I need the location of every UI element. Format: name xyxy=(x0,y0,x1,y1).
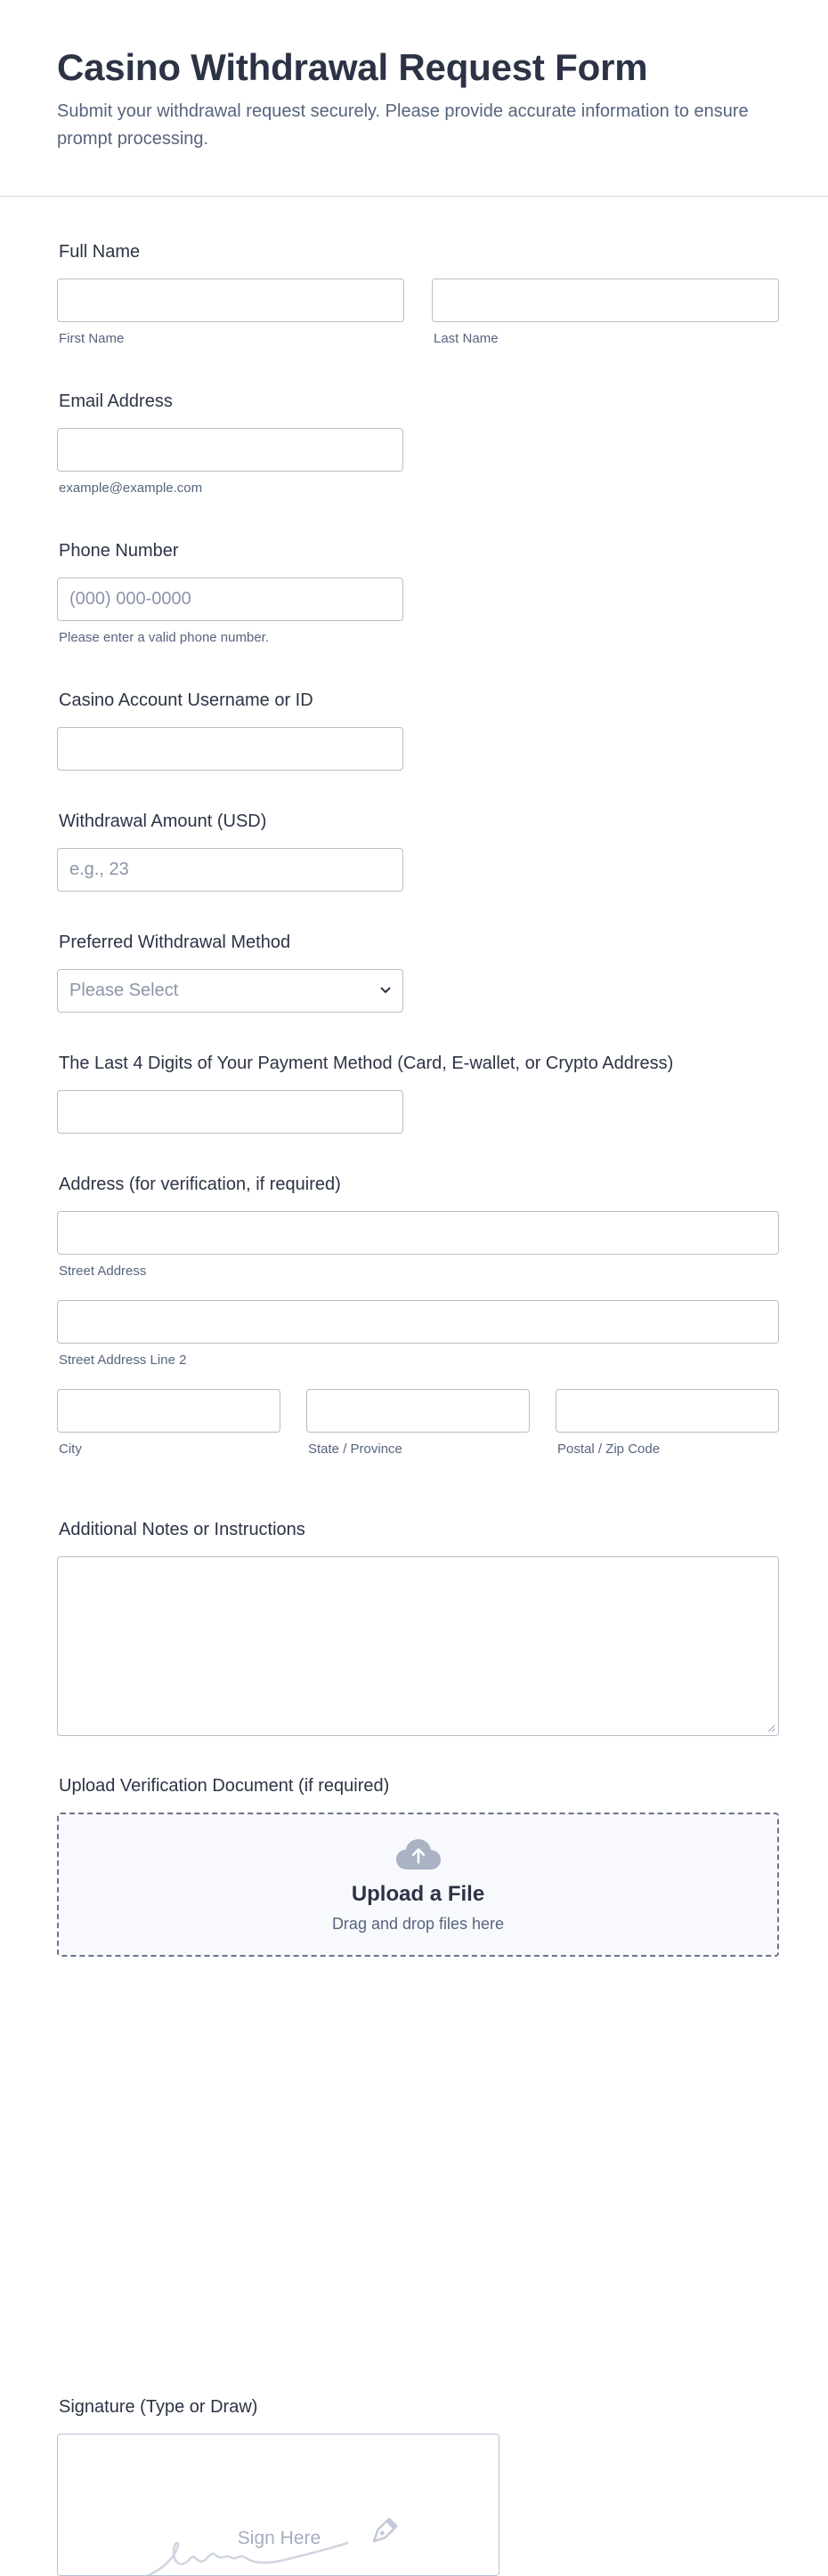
phone-label: Phone Number xyxy=(59,541,179,561)
form-header xyxy=(0,0,828,197)
resize-grip-icon[interactable] xyxy=(767,1724,775,1732)
upload-field xyxy=(57,1775,779,1957)
form-title: Casino Withdrawal Request Form xyxy=(57,46,648,88)
account-label: Casino Account Username or ID xyxy=(59,690,313,710)
phone-field xyxy=(57,540,403,646)
method-field xyxy=(57,932,403,1013)
full-name-label: Full Name xyxy=(59,242,141,262)
upload-dropzone[interactable] xyxy=(57,1813,779,1957)
signature-placeholder: Sign Here xyxy=(237,2528,321,2548)
amount-input[interactable] xyxy=(57,848,403,892)
phone-input[interactable] xyxy=(57,577,403,621)
address-label: Address (for verification, if required) xyxy=(59,1175,341,1194)
notes-label: Additional Notes or Instructions xyxy=(59,1520,305,1539)
last-name-sublabel: Last Name xyxy=(434,331,499,346)
account-field xyxy=(57,690,403,771)
street-address-sublabel: Street Address xyxy=(59,1264,147,1279)
last4-label: The Last 4 Digits of Your Payment Method (Card, E-wallet, or Crypto Address) xyxy=(59,1054,674,1073)
street-address-line2-input[interactable] xyxy=(57,1300,779,1344)
state-input[interactable] xyxy=(306,1389,530,1433)
upload-title: Upload a File xyxy=(351,1882,485,1906)
first-name-sublabel: First Name xyxy=(59,331,125,346)
upload-subtitle: Drag and drop files here xyxy=(331,1915,505,1933)
email-input[interactable] xyxy=(57,428,403,472)
pen-nib-icon xyxy=(365,2515,401,2550)
signature-pad[interactable] xyxy=(57,2434,499,2576)
email-sublabel: example@example.com xyxy=(59,480,203,496)
notes-textarea[interactable] xyxy=(57,1556,779,1736)
amount-label: Withdrawal Amount (USD) xyxy=(59,812,267,831)
first-name-input[interactable] xyxy=(57,279,404,322)
account-input[interactable] xyxy=(57,727,403,771)
street-address-line2-sublabel: Street Address Line 2 xyxy=(59,1353,187,1368)
state-sublabel: State / Province xyxy=(308,1441,402,1457)
withdrawal-method-value: Please Select xyxy=(69,981,179,1000)
last-name-input[interactable] xyxy=(432,279,779,322)
zip-input[interactable] xyxy=(556,1389,779,1433)
method-label: Preferred Withdrawal Method xyxy=(59,933,291,952)
last4-field xyxy=(57,1053,673,1134)
address-field xyxy=(57,1174,779,1458)
signature-field xyxy=(57,2396,499,2576)
signature-label: Signature (Type or Draw) xyxy=(59,2397,258,2417)
zip-sublabel: Postal / Zip Code xyxy=(557,1441,661,1457)
phone-sublabel: Please enter a valid phone number. xyxy=(59,630,269,645)
upload-label: Upload Verification Document (if required) xyxy=(59,1776,390,1796)
city-input[interactable] xyxy=(57,1389,280,1433)
street-address-input[interactable] xyxy=(57,1211,779,1255)
notes-field xyxy=(57,1519,779,1736)
email-field xyxy=(57,391,403,497)
form-subtitle: Submit your withdrawal request securely. Please provide accurate information to ensure prompt processing. xyxy=(57,101,749,149)
cloud-upload-icon xyxy=(395,1837,442,1871)
amount-field xyxy=(57,811,403,892)
full-name-field xyxy=(57,241,779,347)
withdrawal-method-select[interactable] xyxy=(57,969,403,1013)
last4-input[interactable] xyxy=(57,1090,403,1134)
city-sublabel: City xyxy=(59,1441,82,1457)
chevron-down-icon xyxy=(379,984,392,997)
email-label: Email Address xyxy=(59,392,173,411)
